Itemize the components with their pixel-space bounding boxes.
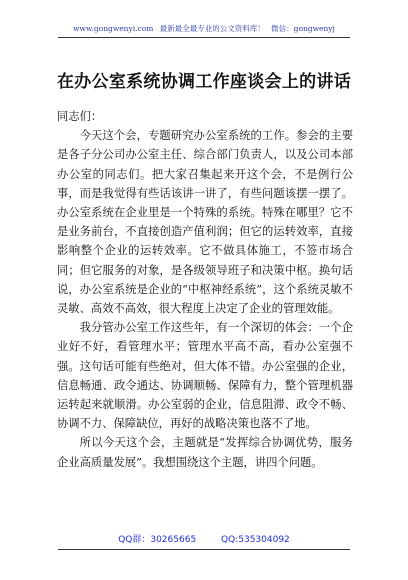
salutation: 同志们： (57, 110, 103, 123)
header-divider (58, 37, 350, 38)
header-site-link[interactable]: www.gongwenyi.com (73, 24, 154, 33)
paragraph-2: 我分管办公室工作这些年，有一个深切的体会：一个企业好不好，看管理水平；管理水平高不高，看办公室强不强。这句话可能有些绝对，但大体不错。办公室强的企业，信息畅通、政令通达、协调顺畅、保障有力，整个管理机器运转起来就顺滑。办公室弱的企业，信息阻滞、政令不畅、协调不力、保障缺位，再好的战略决策也落不了地。 (57, 321, 353, 431)
header-wechat: 微信：gongwenyj (271, 24, 335, 33)
page-header (0, 24, 408, 34)
document-title: 在办公室系统协调工作座谈会上的讲话 (56, 72, 352, 93)
page-footer (0, 534, 408, 546)
footer-qq: QQ:535304092 (221, 535, 290, 545)
paragraph-1: 今天这个会，专题研究办公室系统的工作。参会的主要是各子分公司办公室主任、综合部门负责人，以及公司本部办公室的同志们。把大家召集起来开这个会，不是例行公事，而是我觉得有些话该讲一讲了，有些问题该摆一摆了。办公室系统在企业里是一个特殊的系统。特殊在哪里？它不是业务前台，不直接创造产值利润；但它的运转效率，直接影响整个企业的运转效率。它不做具体施工，不签市场合同；但它服务的对象，是各级领导班子和决策中枢。换句话说，办公室系统是企业的“中枢神经系统”，这个系统灵敏不灵敏、高效不高效，很大程度上决定了企业的管理效能。 (57, 129, 353, 316)
document-body (57, 107, 353, 472)
header-slogan: 最新最全最专业的公文资料库！ (159, 24, 265, 33)
paragraph-3: 所以今天这个会，主题就是“发挥综合协调优势，服务企业高质量发展”。我想围绕这个主题，讲四个问题。 (57, 436, 353, 469)
footer-qq-group: QQ群：30265665 (118, 535, 197, 545)
footer-divider (58, 549, 350, 550)
